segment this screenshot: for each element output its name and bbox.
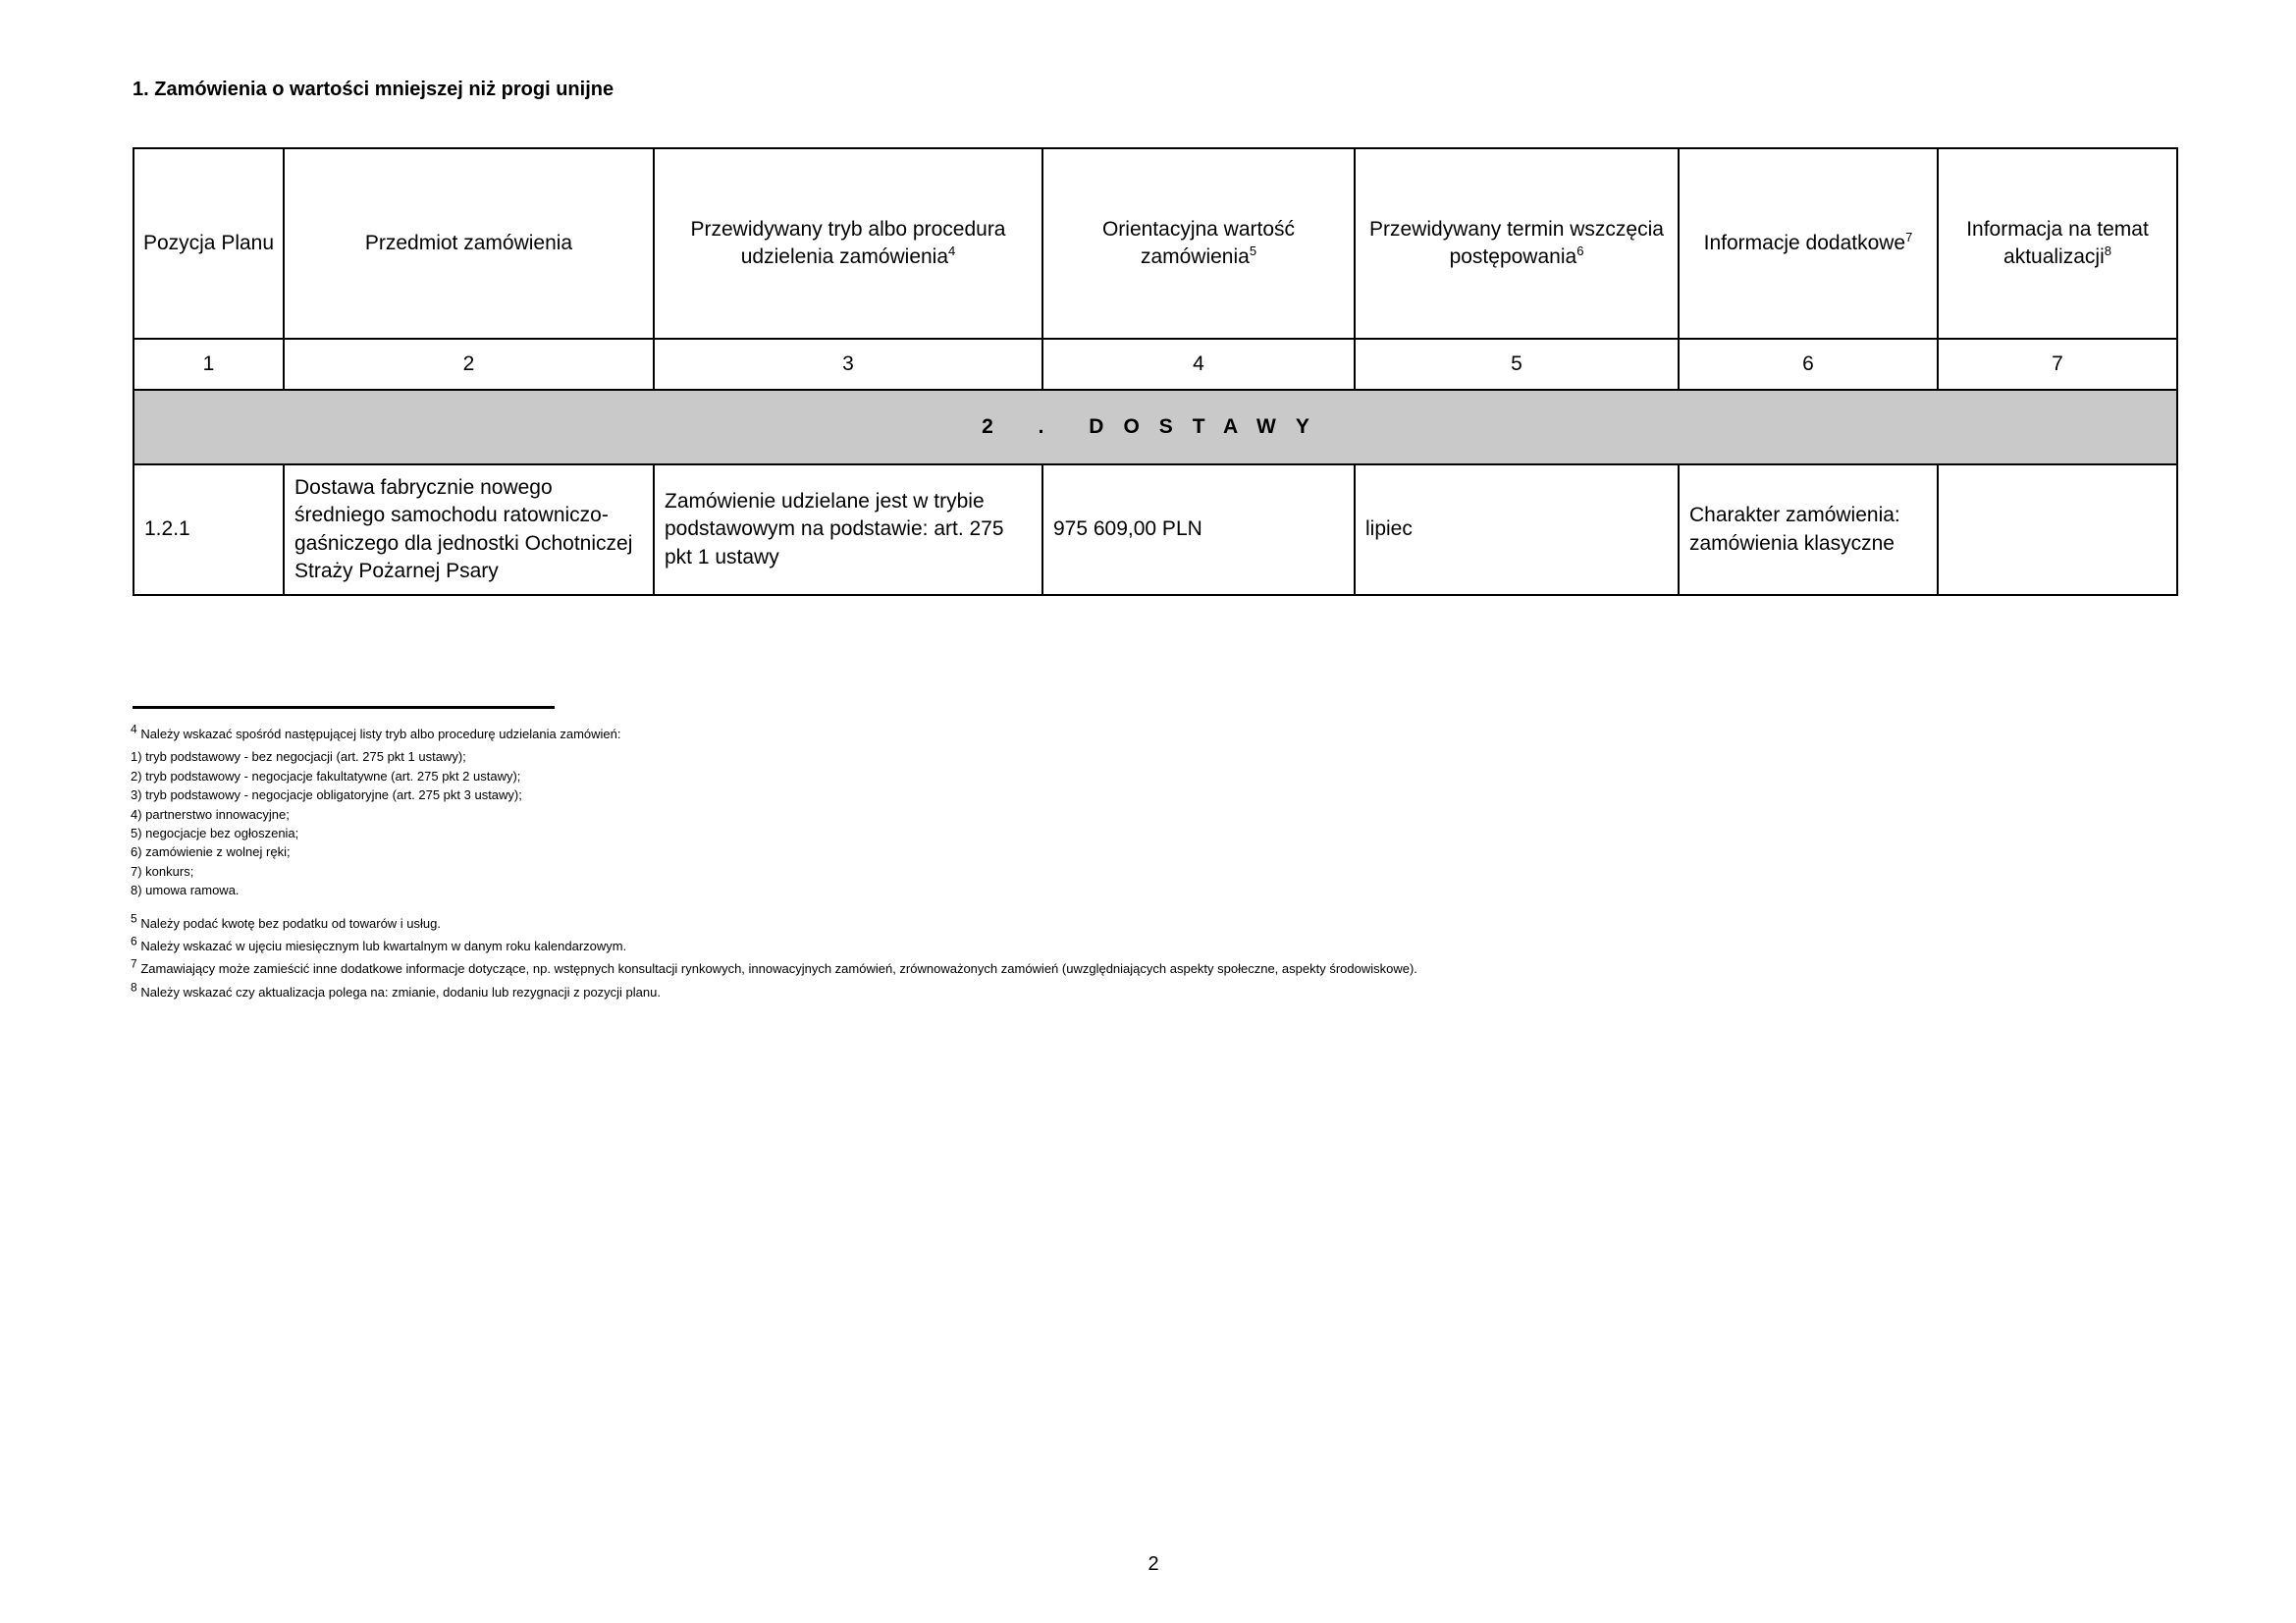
- footnote-number: 7: [131, 957, 137, 972]
- footnote-ref-6: 6: [1576, 243, 1584, 258]
- column-number: 3: [654, 339, 1042, 390]
- table-row: [133, 464, 2177, 595]
- cell-position: 1.2.1: [133, 464, 284, 595]
- footnote-ref-5: 5: [1249, 243, 1257, 258]
- footnote-list-item: 4) partnerstwo innowacyjne;: [131, 806, 290, 822]
- footnotes: [131, 722, 1996, 1001]
- header-row: [133, 148, 2177, 339]
- footnote-list-item: 3) tryb podstawowy - negocjacje obligatoryjne (art. 275 pkt 3 ustawy);: [131, 787, 522, 803]
- cell-value: 975 609,00 PLN: [1042, 464, 1355, 595]
- footnote-number: 8: [131, 980, 137, 995]
- column-number: 4: [1042, 339, 1355, 390]
- footnote-list-item: 6) zamówienie z wolnej ręki;: [131, 844, 291, 860]
- column-number: 7: [1938, 339, 2177, 390]
- column-number: 1: [133, 339, 284, 390]
- page-number: 2: [1148, 1553, 1159, 1575]
- footnote-list-item: 8) umowa ramowa.: [131, 883, 240, 898]
- footnote-list-item: 2) tryb podstawowy - negocjacje fakultatywne (art. 275 pkt 2 ustawy);: [131, 768, 521, 784]
- footnote-6: $^6$ Należy wskazać w ujęciu miesięcznym lub kwartalnym w danym roku kalendarzowym.: [131, 934, 627, 954]
- footnote-separator: [133, 706, 555, 709]
- header-additional-info: Informacje dodatkowe$^7$: [1679, 148, 1938, 339]
- footnote-8: $^8$ Należy wskazać czy aktualizacja polega na: zmianie, dodaniu lub rezygnacji z pozycji planu.: [131, 980, 661, 1000]
- footnote-5: $^5$ Należy podać kwotę bez podatku od towarów i usług.: [131, 911, 441, 931]
- cell-term: lipiec: [1355, 464, 1679, 595]
- footnote-ref-7: 7: [1905, 229, 1913, 244]
- footnote-7: $^7$ Zamawiający może zamieścić inne dodatkowe informacje dotyczące, np. wstępnych konsultacji rynkowych, innowacyjnych zamówień, zrównoważonych zamówień (uwzględniających aspekty społeczne, aspekty środowiskowe).: [131, 957, 1417, 977]
- section-title: 1. Zamówienia o wartości mniejszej niż progi unijne: [133, 79, 614, 100]
- cell-additional-info: Charakter zamówienia: zamówienia klasyczne: [1679, 464, 1938, 595]
- header-update-info: Informacja na temat aktualizacji$^8$: [1938, 148, 2177, 339]
- column-number: 2: [284, 339, 654, 390]
- cell-update-info: [1938, 464, 2177, 595]
- column-number: 6: [1679, 339, 1938, 390]
- column-number-row: [133, 339, 2177, 390]
- footnote-list-item: 7) konkurs;: [131, 863, 194, 879]
- header-value: Orientacyjna wartość zamówienia$^5$: [1042, 148, 1355, 339]
- footnote-number: 6: [131, 934, 137, 948]
- cell-mode: Zamówienie udzielane jest w trybie podstawowym na podstawie: art. 275 pkt 1 ustawy: [654, 464, 1042, 595]
- header-position: Pozycja Planu: [133, 148, 284, 339]
- header-mode: Przewidywany tryb albo procedura udzielenia zamówienia$^4$: [654, 148, 1042, 339]
- procurement-plan-table: [133, 147, 2178, 596]
- footnote-list-item: 5) negocjacje bez ogłoszenia;: [131, 826, 299, 841]
- cell-subject: Dostawa fabrycznie nowego średniego samochodu ratowniczo-gaśniczego dla jednostki Ochotniczej Straży Pożarnej Psary: [284, 464, 654, 595]
- footnote-ref-8: 8: [2104, 243, 2111, 258]
- footnote-number: 5: [131, 911, 137, 926]
- header-term: Przewidywany termin wszczęcia postępowania$^6$: [1355, 148, 1679, 339]
- section-label: 2 . DOSTAWY: [133, 390, 2177, 464]
- header-subject: Przedmiot zamówienia: [284, 148, 654, 339]
- section-row: [133, 390, 2177, 464]
- footnote-4: $^4$ Należy wskazać spośród następującej listy tryb albo procedurę udzielania zamówień:: [131, 722, 621, 741]
- footnote-list-item: 1) tryb podstawowy - bez negocjacji (art. 275 pkt 1 ustawy);: [131, 749, 466, 765]
- footnote-ref-4: 4: [948, 243, 956, 258]
- footnote-number: 4: [131, 722, 137, 736]
- column-number: 5: [1355, 339, 1679, 390]
